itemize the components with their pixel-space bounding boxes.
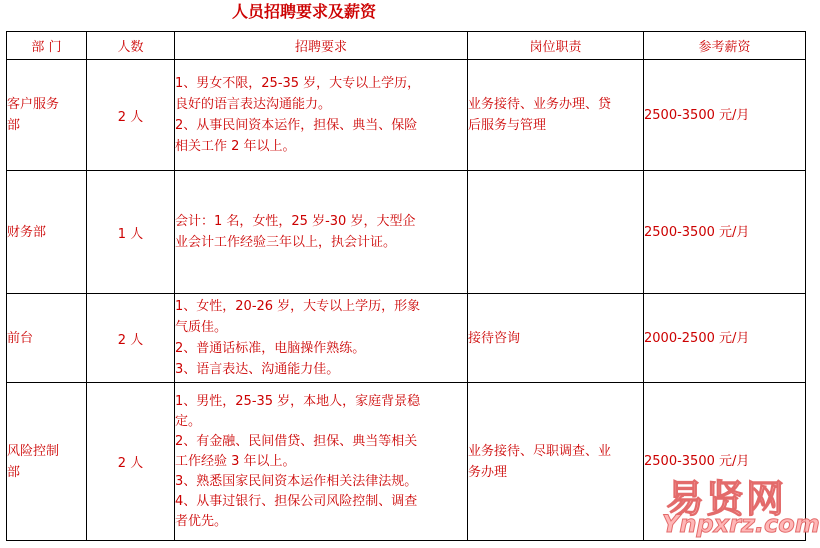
header-requirements: 招聘要求 [175,32,468,60]
header-duties: 岗位职责 [468,32,644,60]
requirements-cell [175,171,468,294]
requirement-line: 2、普通话标准，电脑操作熟练。 [175,341,366,356]
table-row [7,171,806,294]
salary-cell: 2500-3500 元/月 [644,171,806,294]
requirement-line: 相关工作 2 年以上。 [175,139,296,154]
duty-line: 后服务与管理 [468,118,547,133]
department-text: 部 [7,118,21,133]
requirement-line: 定。 [175,413,202,429]
department-text: 财务部 [7,224,47,240]
requirement-line: 3、语言表达、沟通能力佳。 [175,362,340,377]
requirement-line: 1、男女不限，25-35 岁，大专以上学历， [175,76,421,91]
requirement-line: 2、从事民间资本运作，担保、典当、保险 [175,118,418,133]
department-text: 部 [7,464,21,480]
header-row [7,32,806,60]
requirement-line: 1、女性，20-26 岁，大专以上学历，形象 [175,299,421,314]
duty-line: 接待咨询 [468,330,521,346]
count-cell: 2 人 [87,60,175,171]
header-department: 部 门 [7,32,87,60]
department-text: 客户服务 [7,97,60,112]
requirement-line: 工作经验 3 年以上。 [175,453,296,469]
header-salary: 参考薪资 [644,32,806,60]
table-row [7,294,806,383]
requirement-line: 3、熟悉国家民间资本运作相关法律法规。 [175,473,418,489]
recruitment-table [6,31,806,541]
duties-cell [468,60,644,171]
duties-cell [468,171,644,294]
table-row [7,60,806,171]
department-cell [7,383,87,541]
requirements-cell [175,294,468,383]
count-cell: 1 人 [87,171,175,294]
requirements-cell [175,60,468,171]
salary-cell: 2500-3500 元/月 [644,383,806,541]
requirement-line: 良好的语言表达沟通能力。 [175,97,332,112]
requirements-cell [175,383,468,541]
department-cell [7,60,87,171]
requirement-line: 1、男性，25-35 岁，本地人，家庭背景稳 [175,393,421,409]
page-title: 人员招聘要求及薪资 [232,2,377,21]
requirement-line: 气质佳。 [175,320,228,335]
count-cell: 2 人 [87,383,175,541]
watermark-en-text: Ynpxrz.com [662,510,820,538]
duties-cell [468,294,644,383]
duty-line: 业务接待、尽职调查、业 [468,443,612,459]
table-row [7,383,806,541]
duty-line: 业务接待、业务办理、贷 [468,97,612,112]
department-text: 前台 [7,330,34,346]
department-cell [7,171,87,294]
requirement-line: 者优先。 [175,513,228,529]
requirement-line: 4、从事过银行、担保公司风险控制、调查 [175,493,418,509]
watermark-cn-text: 易贤网 [666,477,787,521]
requirement-line: 2、有金融、民间借贷、担保、典当等相关 [175,433,418,449]
department-text: 风险控制 [7,443,60,459]
count-cell: 2 人 [87,294,175,383]
duty-line: 务办理 [468,464,508,480]
header-count: 人数 [87,32,175,60]
salary-cell: 2500-3500 元/月 [644,60,806,171]
requirement-line: 会计：1 名，女性，25 岁-30 岁，大型企 [175,214,416,229]
duties-cell [468,383,644,541]
department-cell [7,294,87,383]
salary-cell: 2000-2500 元/月 [644,294,806,383]
requirement-line: 业会计工作经验三年以上，执会计证。 [175,235,397,250]
